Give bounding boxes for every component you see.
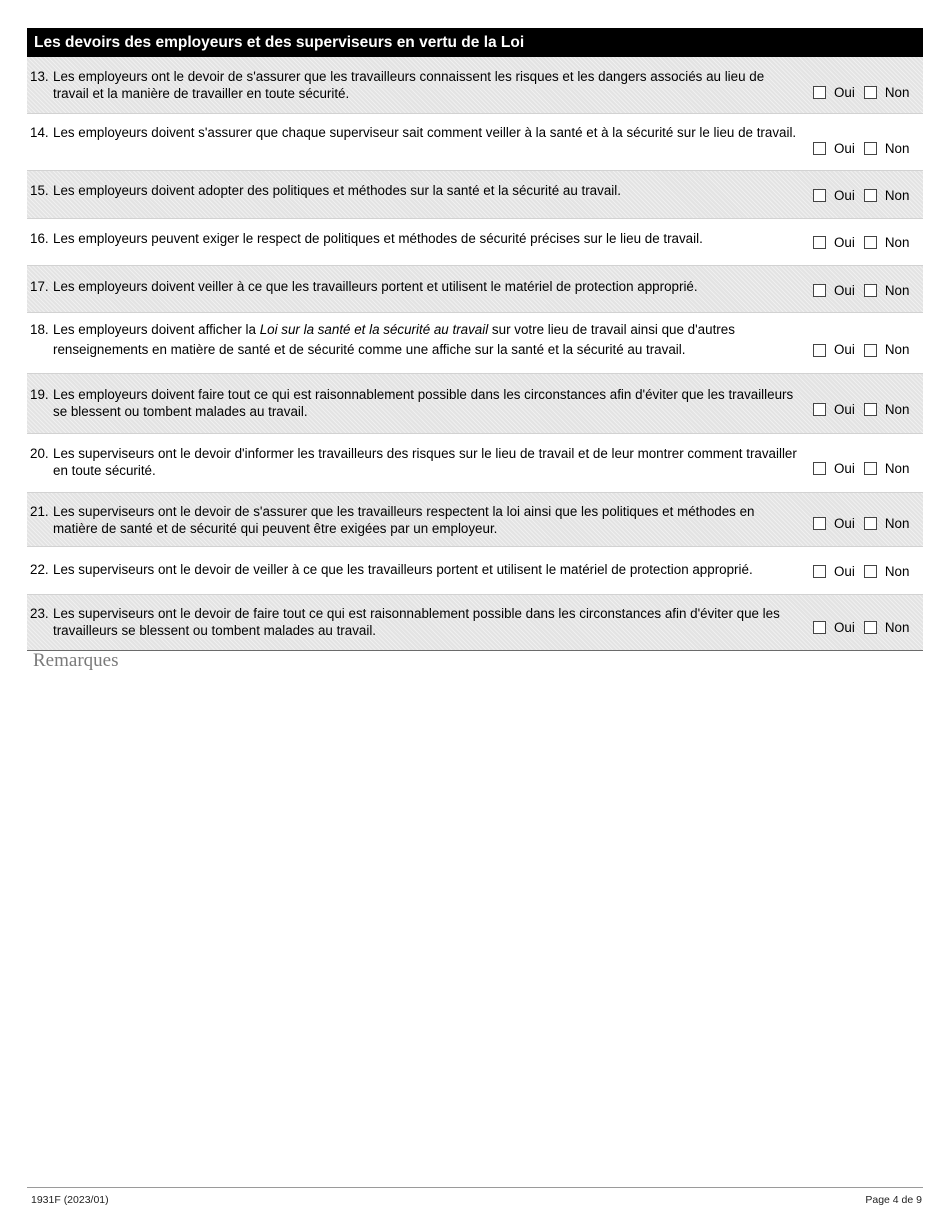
question-row-16 xyxy=(27,219,923,266)
answer-options xyxy=(813,400,917,418)
answer-options xyxy=(813,281,917,299)
non-checkbox[interactable] xyxy=(864,86,877,99)
section-title: Les devoirs des employeurs et des superviseurs en vertu de la Loi xyxy=(34,33,525,51)
question-row-15 xyxy=(27,171,923,219)
page-number: Page 4 de 9 xyxy=(865,1194,922,1206)
question-text: 14. Les employeurs doivent s'assurer que chaque superviseur sait comment veiller à la santé et à la sécurité sur le lieu de travail. xyxy=(30,125,797,140)
oui-checkbox[interactable] xyxy=(813,403,826,416)
oui-label: Oui xyxy=(834,460,855,476)
remarks-label: Remarques xyxy=(33,650,119,671)
question-row-22 xyxy=(27,547,923,595)
answer-options xyxy=(813,341,917,359)
answer-options xyxy=(813,83,917,101)
question-row-14 xyxy=(27,114,923,171)
answer-options xyxy=(813,459,917,477)
non-label: Non xyxy=(884,84,910,100)
oui-label: Oui xyxy=(834,187,855,203)
answer-options xyxy=(813,139,917,157)
question-text: 17. Les employeurs doivent veiller à ce que les travailleurs portent et utilisent le matériel de protection approprié. xyxy=(30,279,698,294)
non-checkbox[interactable] xyxy=(864,142,877,155)
question-row-23 xyxy=(27,595,923,651)
oui-checkbox[interactable] xyxy=(813,86,826,99)
law-title: Loi sur la santé et la sécurité au travail xyxy=(259,322,489,337)
oui-checkbox[interactable] xyxy=(813,284,826,297)
question-text: 16. Les employeurs peuvent exiger le respect de politiques et méthodes de sécurité précises sur le lieu de travail. xyxy=(30,231,703,246)
questions-list xyxy=(27,57,923,651)
non-label: Non xyxy=(884,401,910,417)
question-row-20 xyxy=(27,434,923,493)
non-label: Non xyxy=(884,234,910,250)
non-label: Non xyxy=(884,342,910,357)
oui-label: Oui xyxy=(834,619,855,635)
question-text: 15. Les employeurs doivent adopter des politiques et méthodes sur la santé et la sécurité au travail. xyxy=(30,183,621,198)
question-text: 19. Les employeurs doivent faire tout ce qui est raisonnablement possible dans les circonstances afin d'éviter que les travailleurs se blessent ou tombent malades au travail. xyxy=(30,387,794,419)
oui-label: Oui xyxy=(834,140,855,156)
oui-checkbox[interactable] xyxy=(813,462,826,475)
question-text: 21. Les superviseurs ont le devoir de s'assurer que les travailleurs respectent la loi ainsi que les politiques et méthodes en matière de santé et de sécurité qui peuvent être exigées par un employeur. xyxy=(30,504,755,536)
non-label: Non xyxy=(884,563,910,579)
non-checkbox[interactable] xyxy=(864,565,877,578)
non-label: Non xyxy=(884,187,910,203)
question-text: 23. Les superviseurs ont le devoir de faire tout ce qui est raisonnablement possible dans les circonstances afin d'éviter que les travailleurs se blessent ou tombent malades au travail. xyxy=(30,606,780,638)
oui-checkbox[interactable] xyxy=(813,517,826,530)
question-text: 20. Les superviseurs ont le devoir d'informer les travailleurs des risques sur le lieu de travail et de leur montrer comment travailler en toute sécurité. xyxy=(30,446,797,478)
oui-label: Oui xyxy=(834,563,855,579)
question-row-17 xyxy=(27,266,923,313)
question-row-21 xyxy=(27,493,923,547)
non-label: Non xyxy=(884,515,910,531)
oui-label: Oui xyxy=(834,342,855,357)
question-row-13 xyxy=(27,57,923,114)
oui-label: Oui xyxy=(834,282,855,298)
question-row-19 xyxy=(27,374,923,434)
non-checkbox[interactable] xyxy=(864,621,877,634)
non-label: Non xyxy=(884,619,910,635)
form-code: 1931F (2023/01) xyxy=(31,1194,109,1206)
question-text: 13. Les employeurs ont le devoir de s'assurer que les travailleurs connaissent les risques et les dangers associés au lieu de travail et la manière de travailler en toute sécurité. xyxy=(30,69,765,101)
answer-options xyxy=(813,562,917,580)
non-checkbox[interactable] xyxy=(864,344,877,357)
non-checkbox[interactable] xyxy=(864,517,877,530)
oui-label: Oui xyxy=(834,401,855,417)
oui-checkbox[interactable] xyxy=(813,621,826,634)
oui-checkbox[interactable] xyxy=(813,236,826,249)
oui-checkbox[interactable] xyxy=(813,344,826,357)
footer-divider xyxy=(27,1187,923,1188)
non-label: Non xyxy=(884,140,910,156)
oui-label: Oui xyxy=(834,515,855,531)
non-checkbox[interactable] xyxy=(864,403,877,416)
oui-checkbox[interactable] xyxy=(813,565,826,578)
question-row-18 xyxy=(27,313,923,374)
answer-options xyxy=(813,186,917,204)
oui-label: Oui xyxy=(834,84,855,100)
non-checkbox[interactable] xyxy=(864,284,877,297)
question-text: 22. Les superviseurs ont le devoir de veiller à ce que les travailleurs portent et utilisent le matériel de protection approprié. xyxy=(30,562,753,577)
oui-checkbox[interactable] xyxy=(813,189,826,202)
question-text: 18. Les employeurs doivent afficher la Loi sur la santé et la sécurité au travail sur votre lieu de travail ainsi que d'autres renseignements en matière de santé et de sécurité comme une affiche sur la santé et la sécurité au travail. xyxy=(30,322,735,357)
oui-label: Oui xyxy=(834,234,855,250)
non-label: Non xyxy=(884,282,910,298)
non-checkbox[interactable] xyxy=(864,236,877,249)
non-label: Non xyxy=(884,460,910,476)
answer-options xyxy=(813,233,917,251)
answer-options xyxy=(813,514,917,532)
oui-checkbox[interactable] xyxy=(813,142,826,155)
section-header xyxy=(27,28,923,57)
non-checkbox[interactable] xyxy=(864,462,877,475)
non-checkbox[interactable] xyxy=(864,189,877,202)
answer-options xyxy=(813,618,917,636)
